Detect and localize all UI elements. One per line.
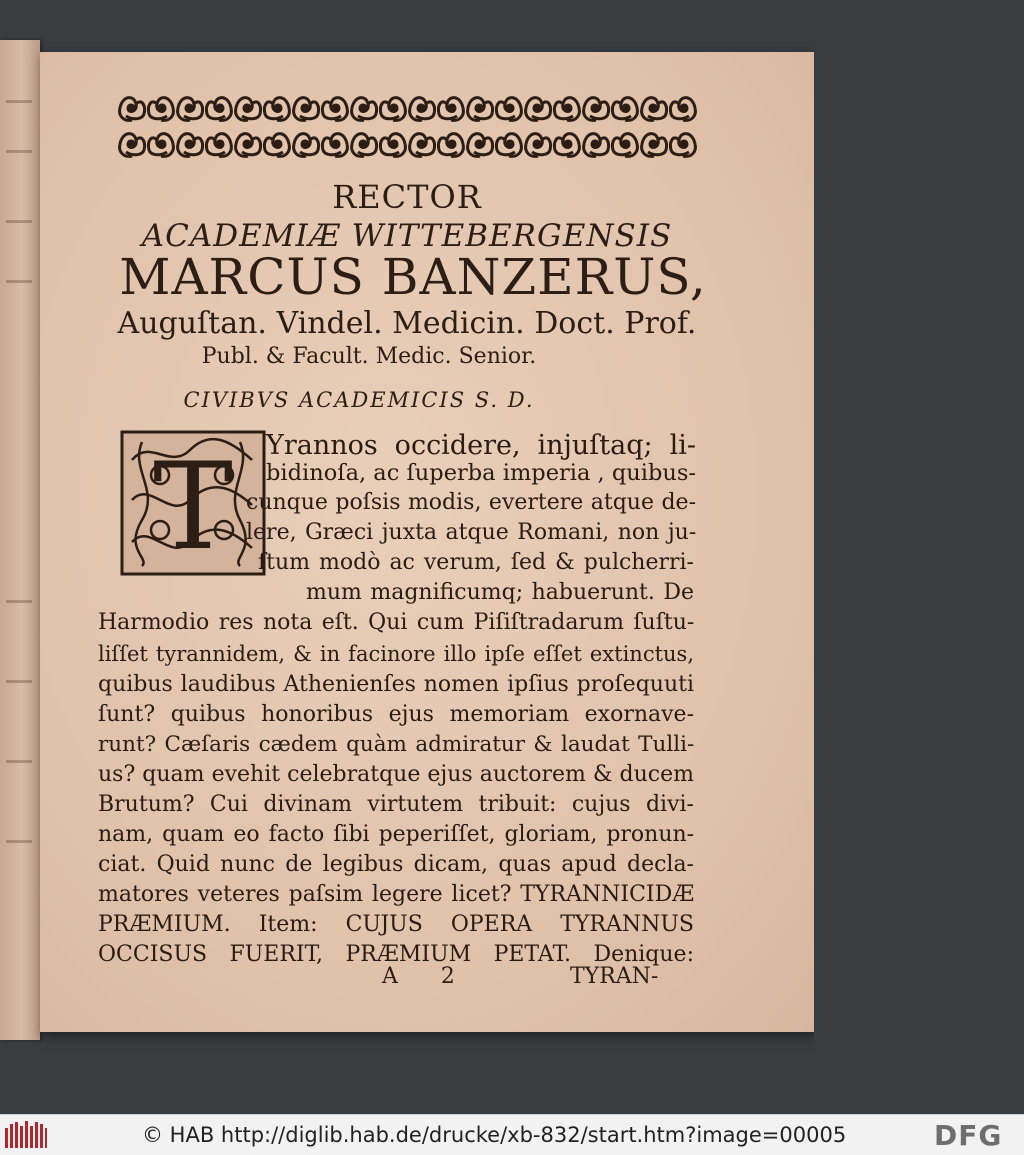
fleuron-dot (361, 105, 367, 111)
fleuron-dot (129, 141, 135, 147)
page-footer-marks (40, 964, 814, 994)
author-office: Publ. & Facult. Medic. Senior. (201, 344, 537, 369)
fleuron-dot (245, 105, 251, 111)
body-line: nam, quam eo facto ſibi peperiſſet, gloriam, pronun- (98, 822, 695, 847)
fleuron-dot (303, 141, 309, 147)
fleuron-dot (129, 105, 135, 111)
viewer-margin (814, 40, 1024, 1114)
fleuron-dot (477, 141, 483, 147)
fleuron-dot (216, 105, 222, 111)
fleuron-dot (274, 105, 280, 111)
book-page (40, 52, 814, 1032)
fleuron-dot (332, 141, 338, 147)
fleuron-dot (535, 141, 541, 147)
body-line: runt? Cæſaris cædem quàm admiratur & laudat Tulli- (98, 732, 695, 757)
body-line: ciat. Quid nunc de legibus dicam, quas apud decla- (98, 852, 694, 877)
fleuron-dot (448, 105, 454, 111)
body-line: Brutum? Cui divinam virtutem tribuit: cujus divi- (98, 792, 694, 817)
fleuron-dot (390, 105, 396, 111)
body-line: ſunt? quibus honoribus ejus memoriam exornave- (98, 702, 695, 727)
footer-credit-link[interactable]: © HAB http://diglib.hab.de/drucke/xb-832/start.htm?image=00005 (142, 1123, 847, 1147)
body-line: quibus laudibus Athenienſes nomen ipſius proſequuti (98, 672, 694, 697)
drop-cap-initial (120, 430, 266, 576)
body-line: liſſet tyrannidem, & in facinore illo ipſe eſſet extinctus, (98, 642, 694, 666)
signature-mark: A 2 (382, 964, 473, 989)
fleuron-dot (535, 105, 541, 111)
body-line: lere, Græci juxta atque Romani, non ju- (246, 520, 697, 545)
body-line: matores veteres paſsim legere licet? TYRANNICIDÆ (98, 882, 695, 907)
catchword: TYRAN- (570, 964, 659, 989)
author-origin: Auguſtan. Vindel. Medicin. Doct. Prof. (117, 306, 697, 341)
body-line: Yrannos occidere, injuſtaq; li- (266, 430, 696, 461)
fleuron-dot (332, 105, 338, 111)
author-name: MARCUS BANZERUS, (119, 248, 707, 306)
fleuron-dot (506, 141, 512, 147)
body-line: ſtum modò ac verum, ſed & pulcherri- (258, 550, 694, 575)
fleuron-dot (390, 141, 396, 147)
fleuron-dot (361, 141, 367, 147)
fleuron-dot (651, 105, 657, 111)
fleuron-dot (680, 141, 686, 147)
fleuron-dot (245, 141, 251, 147)
fleuron-dot (419, 141, 425, 147)
fleuron-dot (593, 105, 599, 111)
fleuron-dot (477, 105, 483, 111)
fleuron-dot (651, 141, 657, 147)
fleuron-dot (564, 141, 570, 147)
decorative-headpiece (118, 90, 714, 164)
hab-logo-icon[interactable] (4, 1120, 48, 1150)
fleuron-dot (680, 105, 686, 111)
drop-cap-letter: T (152, 438, 234, 576)
fleuron-dot (622, 105, 628, 111)
rector-title: RECTOR (332, 178, 482, 216)
fleuron-dot (303, 105, 309, 111)
footer-bar (0, 1114, 1024, 1155)
dfg-logo[interactable]: DFG (934, 1119, 1003, 1152)
salutation: CIVIBVS ACADEMICIS S. D. (183, 388, 535, 412)
body-line: mum magnificumq; habuerunt. De (306, 580, 694, 605)
fleuron-dot (158, 141, 164, 147)
fleuron-dot (187, 105, 193, 111)
body-line: PRÆMIUM. Item: CUJUS OPERA TYRANNUS (98, 912, 694, 937)
fleuron-dot (564, 105, 570, 111)
academy-name: ACADEMIÆ WITTEBERGENSIS (141, 218, 673, 254)
fleuron-dot (622, 141, 628, 147)
fleuron-dot (593, 141, 599, 147)
fleuron-dot (419, 105, 425, 111)
body-line: OCCISUS FUERIT, PRÆMIUM PETAT. Denique: (98, 942, 694, 967)
body-line: Harmodio res nota eſt. Qui cum Piſiſtradarum ſuſtu- (98, 610, 695, 635)
body-line: bidinoſa, ac ſuperba imperia , quibus- (266, 460, 696, 486)
fleuron-dot (158, 105, 164, 111)
body-line: us? quam evehit celebratque ejus auctorem & ducem (98, 762, 694, 787)
fleuron-dot (274, 141, 280, 147)
fleuron-dot (506, 105, 512, 111)
fleuron-dot (187, 141, 193, 147)
fleuron-dot (216, 141, 222, 147)
fleuron-dot (448, 141, 454, 147)
body-line: cunque poſsis modis, evertere atque de- (246, 490, 696, 515)
